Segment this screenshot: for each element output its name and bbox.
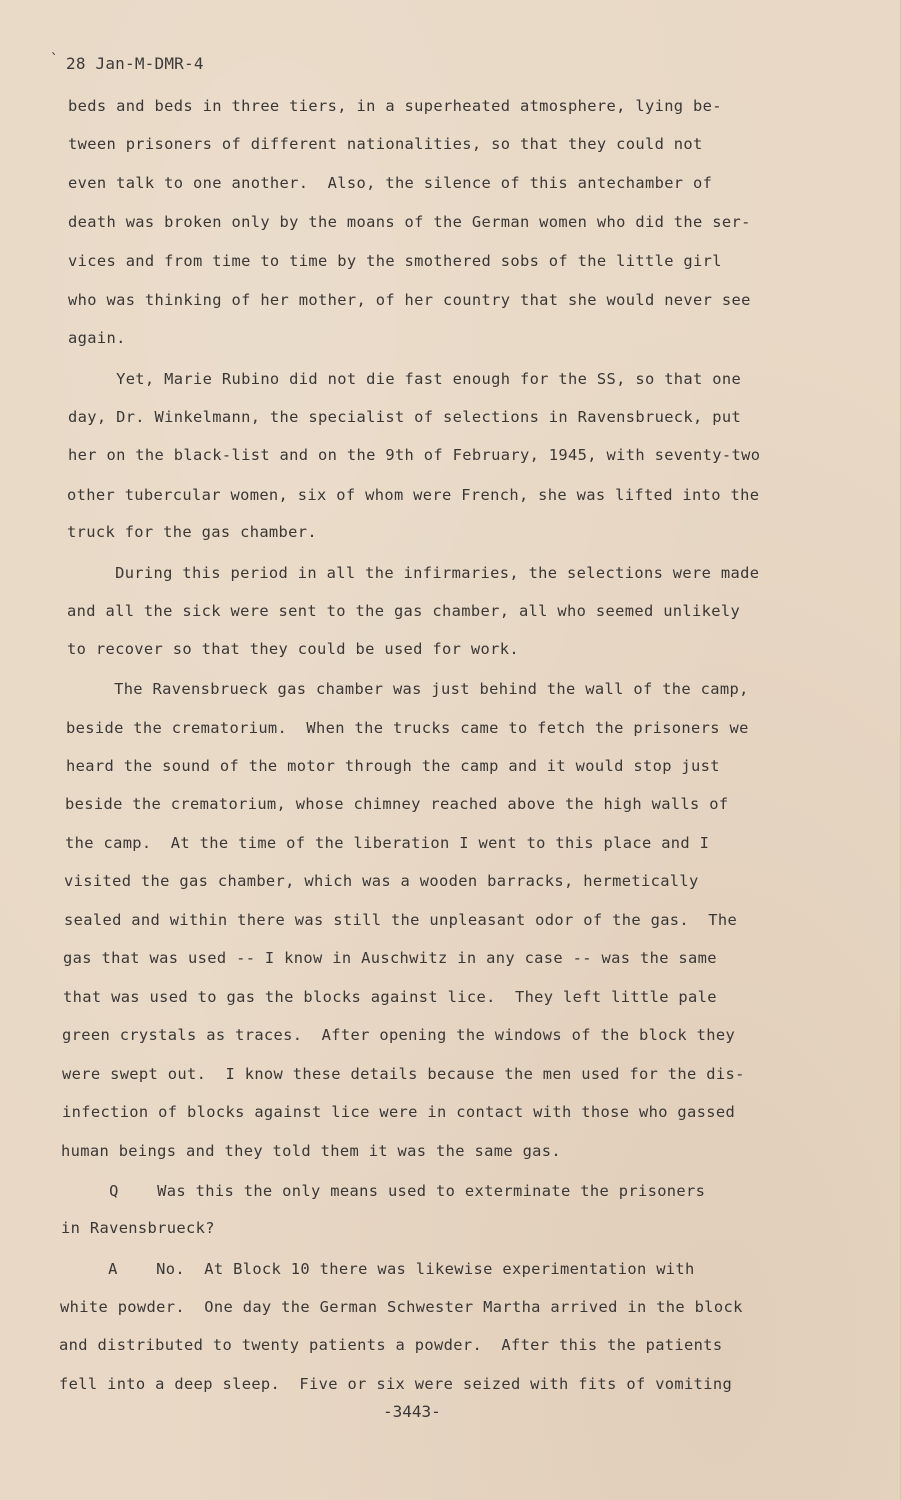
text-line: beds and beds in three tiers, in a superheated atmosphere, lying be-: [68, 97, 722, 115]
answer-line: fell into a deep sleep. Five or six were seized with fits of vomiting: [59, 1375, 733, 1393]
text-line: day, Dr. Winkelmann, the specialist of selections in Ravensbrueck, put: [68, 408, 742, 426]
text-line: were swept out. I know these details because the men used for the dis-: [62, 1065, 745, 1083]
text-line: tween prisoners of different nationalities, so that they could not: [68, 135, 703, 153]
text-line: Yet, Marie Rubino did not die fast enough for the SS, so that one: [68, 370, 742, 388]
text-line: other tubercular women, six of whom were French, she was lifted into the: [67, 486, 760, 504]
question-line: in Ravensbrueck?: [61, 1219, 215, 1237]
answer-line: white powder. One day the German Schwester Martha arrived in the block: [60, 1298, 743, 1316]
text-line: who was thinking of her mother, of her country that she would never see: [68, 291, 751, 309]
answer-line: A No. At Block 10 there was likewise experimentation with: [60, 1260, 695, 1278]
text-line: The Ravensbrueck gas chamber was just behind the wall of the camp,: [66, 680, 749, 698]
text-line: green crystals as traces. After opening the windows of the block they: [62, 1026, 736, 1044]
text-line: truck for the gas chamber.: [67, 523, 318, 541]
margin-mark: `: [50, 52, 59, 68]
text-line: even talk to one another. Also, the silence of this antechamber of: [68, 174, 713, 192]
text-line: her on the black-list and on the 9th of February, 1945, with seventy-two: [68, 446, 761, 464]
question-line: Q Was this the only means used to exterminate the prisoners: [61, 1182, 706, 1200]
text-line: that was used to gas the blocks against lice. They left little pale: [63, 988, 717, 1006]
text-line: heard the sound of the motor through the camp and it would stop just: [66, 757, 720, 775]
text-line: infection of blocks against lice were in contact with those who gassed: [62, 1103, 736, 1121]
text-line: gas that was used -- I know in Auschwitz in any case -- was the same: [63, 949, 717, 967]
text-line: death was broken only by the moans of the German women who did the ser-: [68, 213, 751, 231]
text-line: visited the gas chamber, which was a wooden barracks, hermetically: [64, 872, 699, 890]
page-number: -3443-: [383, 1402, 441, 1421]
document-reference: 28 Jan-M-DMR-4: [66, 54, 204, 73]
text-line: human beings and they told them it was the same gas.: [61, 1142, 562, 1160]
text-line: the camp. At the time of the liberation I went to this place and I: [65, 834, 710, 852]
text-line: vices and from time to time by the smothered sobs of the little girl: [68, 252, 722, 270]
answer-line: and distributed to twenty patients a powder. After this the patients: [59, 1336, 723, 1354]
text-line: to recover so that they could be used for work.: [67, 640, 519, 658]
text-line: and all the sick were sent to the gas chamber, all who seemed unlikely: [67, 602, 741, 620]
text-line: beside the crematorium, whose chimney reached above the high walls of: [65, 795, 729, 813]
text-line: again.: [68, 329, 126, 347]
text-line: During this period in all the infirmaries, the selections were made: [67, 564, 760, 582]
text-line: beside the crematorium. When the trucks came to fetch the prisoners we: [66, 719, 749, 737]
text-line: sealed and within there was still the unpleasant odor of the gas. The: [64, 911, 738, 929]
